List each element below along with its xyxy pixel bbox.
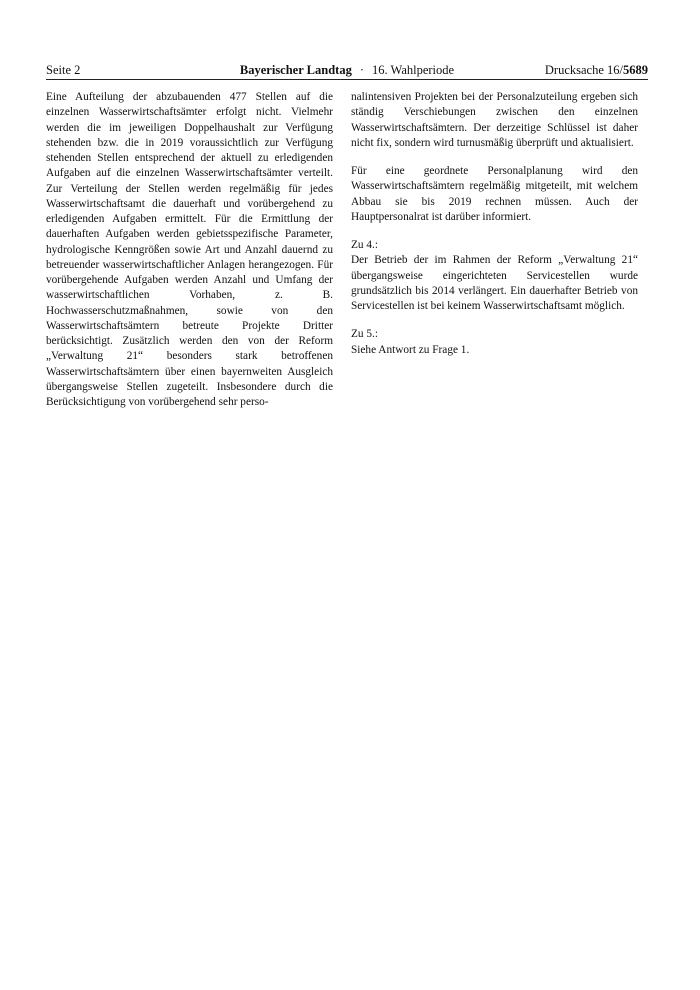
- answer-4: [351, 238, 638, 314]
- header-separator: ·: [359, 63, 364, 77]
- document-number-prefix: Drucksache 16/: [544, 63, 623, 77]
- document-number: [545, 62, 648, 78]
- answer-5-text: Siehe Antwort zu Frage 1.: [351, 343, 470, 356]
- left-column: [46, 90, 333, 423]
- header-rule: [46, 79, 648, 80]
- stellenverteilung-paragraph: Eine Aufteilung der abzubauenden 477 Stellen auf die einzelnen Wasserwirtschaftsämter erfolgt nicht. Vielmehr werden die im jeweiligen Doppelhaushalt zur Verfügung stehenden bzw. die in 2019 voraussichtlich zur Verfügung stehenden Stellen entsprechend der aktuell zu erledigenden Aufgaben auf die einzelnen Wasserwirtschaftsämter verteilt. Zur Verteilung der Stellen werden regelmäßig für jedes Wasserwirtschaftsamt die dauerhaft und vorübergehend zu erledigenden Aufgaben ermittelt. Für die Ermittlung der dauerhaften Aufgaben werden gebietsspezifische Parameter, hydrologische Kenngrößen sowie Art und Anzahl dauernd zu betreuender wasserwirtschaftlicher Anlagen herangezogen. Für vorübergehende Aufgaben werden Anzahl und Umfang der wasserwirtschaftlichen Vorhaben, z. B. Hochwasserschutzmaßnahmen, sowie von den Wasserwirtschaftsämtern betreute Projekte Dritter berücksichtigt. Zusätzlich werden den von der Reform „Verwaltung 21“ besonders stark betroffenen Wasserwirtschaftsämtern über einen bayernweiten Ausgleich übergangsweise Stellen zugeteilt. Insbesondere durch die Berücksichtigung von vorübergehend sehr perso-: [46, 91, 333, 408]
- right-column: [351, 90, 638, 371]
- legislative-period: 16. Wahlperiode: [372, 63, 455, 77]
- answer-5-heading: Zu 5.:: [351, 328, 378, 341]
- answer-4-text: Der Betrieb der im Rahmen der Reform „Verwaltung 21“ übergangsweise eingerichteten Servicestellen wurde grundsätzlich bis 2014 verlängert. Ein dauerhafter Betrieb von Servicestellen ist bei keinem Wasserwirtschaftsamt möglich.: [351, 254, 638, 312]
- personalplanung-paragraph: Für eine geordnete Personalplanung wird den Wasserwirtschaftsämtern regelmäßig mitgeteilt, mit welchem Abbau sie bis 2019 rechnen müssen. Auch der Hauptpersonalrat ist darüber informiert.: [351, 165, 638, 223]
- document-number-value: 5689: [623, 63, 648, 77]
- page-number: Seite 2: [46, 63, 81, 77]
- continuation-paragraph: nalintensiven Projekten bei der Personalzuteilung ergeben sich ständig Verschiebungen zwischen den einzelnen Wasserwirtschaftsämtern. Der derzeitige Schlüssel ist daher nicht fix, sondern wird turnusmäßig überprüft und aktualisiert.: [351, 91, 638, 149]
- answer-5: [351, 327, 638, 358]
- parliament-title: Bayerischer Landtag: [239, 63, 352, 77]
- answer-4-heading: Zu 4.:: [351, 239, 378, 251]
- page-header: [46, 62, 648, 78]
